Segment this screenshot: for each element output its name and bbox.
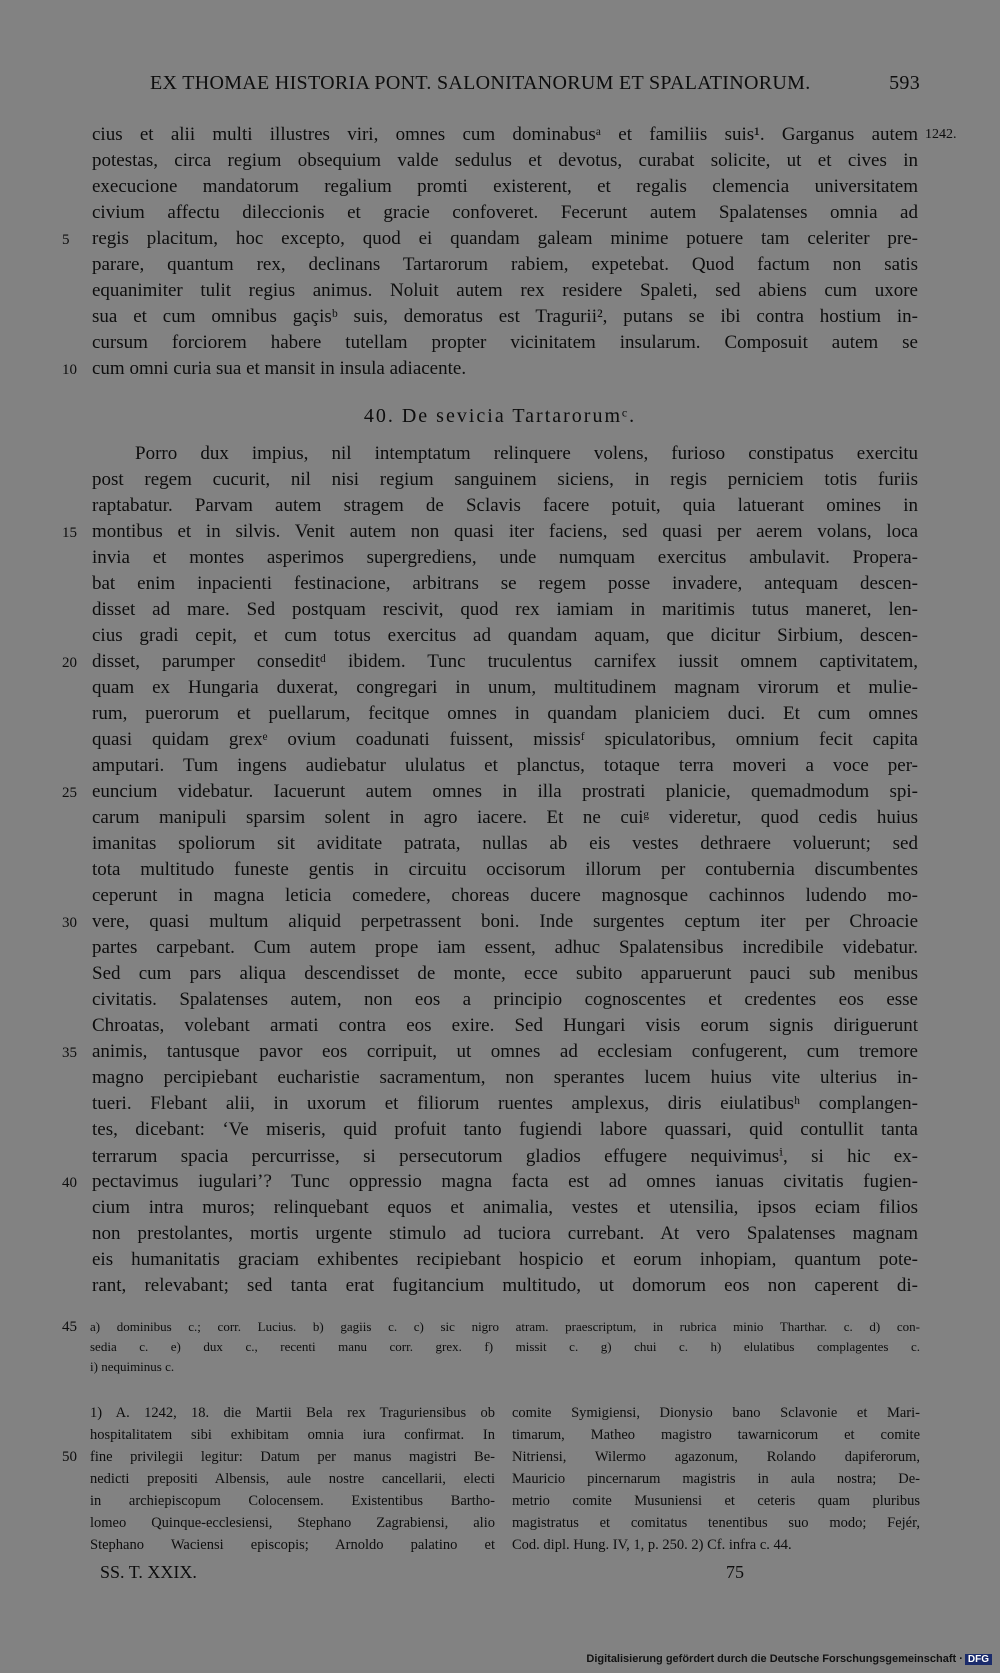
dfg-credit	[586, 1653, 992, 1665]
text-line: invia et montes asperimos supergrediens, unde numquam exercitus ambulavit. Propera-	[92, 547, 918, 568]
text-line: tes, dicebant: ‘Ve miseris, quid profuit tanto fugiendi labore quassari, quid contullit tanta	[92, 1119, 918, 1140]
text-line: post regem cucurit, nil nisi regium sanguinem siciens, in regis perniciem totis furiis	[92, 469, 918, 490]
footnote-line: hospitalitatem sibi exhibitam omnia iura confirmat. In	[90, 1427, 495, 1443]
text-line: tota multitudo funeste gentis in circuitu occisorum illorum per contubernia discumbentes	[92, 859, 918, 880]
footnote-line: fine privilegii legitur: Datum per manus magistri Be-	[90, 1449, 495, 1465]
text-line: equanimiter tulit regius animus. Noluit autem rex residere Spaleti, sed abiens cum uxore	[92, 280, 918, 301]
apparatus-line: sedia c. e) dux c., recenti manu corr. grex. f) missit c. g) chui c. h) elulatibus complagentes c.	[90, 1339, 920, 1354]
text-line: parare, quantum rex, declinans Tartarorum rabiem, expetebat. Quod factum non satis	[92, 254, 918, 275]
text-line: vere, quasi multum aliquid perpetrassent boni. Inde surgentes ceptum iter per Chroacie	[92, 911, 918, 932]
line-number: 30	[62, 915, 77, 931]
footnote-line: metrio comite Musuniensi et ceteris quam pluribus	[512, 1493, 920, 1509]
footnote-line: timarum, Matheo magistro tawarnicorum et comite	[512, 1427, 920, 1443]
text-line: execucione mandatorum regalium promti existerent, et regalis clemencia universitatem	[92, 176, 918, 197]
line-number: 25	[62, 785, 77, 801]
signature-mark: SS. T. XXIX.	[100, 1562, 197, 1582]
text-line: quasi quidam grexᵉ ovium coadunati fuissent, missisᶠ spiculatoribus, omnium fecit capita	[92, 729, 918, 750]
apparatus-line: a) dominibus c.; corr. Lucius. b) gagiis c. c) sic nigro atram. praescriptum, in rubrica minio Tharthar. c. d) con-	[90, 1319, 920, 1334]
footnote-line: comite Symigiensi, Dionysio bano Sclavonie et Mari-	[512, 1405, 920, 1421]
text-line: carum manipuli sparsim solent in agro iacere. Et ne cuiᵍ videretur, quod cedis huius	[92, 807, 918, 828]
text-line: tueri. Flebant alii, in uxorum et filiorum ruentes amplexus, diris eiulatibusʰ complangen-	[92, 1093, 918, 1114]
page-number: 593	[889, 72, 920, 94]
text-line: Chroatas, volebant armati contra eos exire. Sed Hungari visis eorum signis diriguerunt	[92, 1015, 918, 1036]
text-line: civium affectu dileccionis et gracie confoveret. Fecerunt autem Spalatenses omnia ad	[92, 202, 918, 223]
line-number: 5	[62, 232, 70, 248]
text-line: Sed cum pars aliqua descendisset de monte, ecce subito apparuerunt pauci sub menibus	[92, 963, 918, 984]
line-number: 15	[62, 525, 77, 541]
footnote-line: nedicti prepositi Albensis, aule nostre cancellarii, electi	[90, 1471, 495, 1487]
text-line: disset, parumper conseditᵈ ibidem. Tunc truculentus carnifex iussit omnem captivitatem,	[92, 651, 918, 672]
text-line: eis humanitatis graciam exhibentes recipiebant hospicio et eorum inhopiam, quantum pote-	[92, 1249, 918, 1270]
text-line: cursum forciorem habere tutellam propter vicinitatem insularum. Composuit autem se	[92, 332, 918, 353]
text-line: disset ad mare. Sed postquam rescivit, quod rex iamiam in maritimis tutus maneret, len-	[92, 599, 918, 620]
text-line: terrarum spacia percurrisse, si persecutorum gladios effugere nequivimusⁱ, si hic ex-	[92, 1146, 918, 1167]
line-number: 20	[62, 655, 77, 671]
text-line: potestas, circa regium obsequium valde sedulus et devotus, curabat solicite, ut et cives in	[92, 150, 918, 171]
text-line: cium intra muros; relinquebant equos et animalia, vestes et utensilia, ipsos eciam filios	[92, 1197, 918, 1218]
text-line: bat enim inpacienti festinacione, arbitrans se regem posse invadere, antequam descen-	[92, 573, 918, 594]
text-line: montibus et in silvis. Venit autem non quasi iter faciens, sed quasi per aerem volans, loca	[92, 521, 918, 542]
chapter-heading: 40. De sevicia Tartarorumᶜ.	[363, 405, 637, 427]
text-line: animis, tantusque pavor eos corripuit, ut omnes ad ecclesiam confugerent, cum tremore	[92, 1041, 918, 1062]
text-line: cius gradi cepit, et cum totus exercitus ad quandam aquam, que dicitur Sirbium, descen-	[92, 625, 918, 646]
line-number: 10	[62, 362, 77, 378]
line-number: 35	[62, 1045, 77, 1061]
text-line: rum, puerorum et puellarum, fecitque omnes in quandam planiciem duci. Et cum omnes	[92, 703, 918, 724]
dfg-logo: DFG	[965, 1654, 992, 1665]
text-line: cius et alii multi illustres viri, omnes cum dominabusᵃ et familiis suis¹. Garganus autem	[92, 124, 918, 145]
text-line: ceperunt in magna leticia comedere, choreas ducere magnosque cachinnos ludendo mo-	[92, 885, 918, 906]
footnote-line: in archiepiscopum Colocensem. Existentibus Bartho-	[90, 1493, 495, 1509]
footnote-line: Cod. dipl. Hung. IV, 1, p. 250. 2) Cf. infra c. 44.	[512, 1537, 792, 1553]
text-line: raptabatur. Parvam autem stragem de Sclavis facere potuit, quia latuerant omines in	[92, 495, 918, 516]
text-line: euncium videbatur. Iacuerunt autem omnes in illa prostrati planicie, quemadmodum spi-	[92, 781, 918, 802]
text-line: civitatis. Spalatenses autem, non eos a principio cognoscentes et credentes eos esse	[92, 989, 918, 1010]
sheet-number: 75	[726, 1562, 744, 1582]
text-line: sua et cum omnibus gaçisᵇ suis, demoratus est Tragurii², putans se ibi contra hostium in-	[92, 306, 918, 327]
footnote-line: lomeo Quinque-ecclesiensi, Stephano Zagrabiensi, alio	[90, 1515, 495, 1531]
text-line: quam ex Hungaria duxerat, congregari in unum, multitudinem magnam virorum et mulie-	[92, 677, 918, 698]
page-header	[150, 72, 920, 95]
text-line: partes carpebant. Cum autem prope iam essent, adhuc Spalatensibus incredibile videbatur.	[92, 937, 918, 958]
text-line: non prestolantes, mortis urgente stimulo ad tuciora currebant. At vero Spalatenses magnam	[92, 1223, 918, 1244]
footnote-line: magistratus et comitatus tenentibus suo modo; Fejér,	[512, 1515, 920, 1531]
text-line: magno percipiebant eucharistie sacramentum, non sperantes lucem huius vite ulterius in-	[92, 1067, 918, 1088]
margin-year: 1242.	[925, 127, 957, 142]
text-line: rant, relevabant; sed tanta erat fugitancium multitudo, ut domorum eos non caperent di-	[92, 1275, 918, 1296]
text-line: Porro dux impius, nil intemptatum relinquere volens, furioso constipatus exercitu	[135, 443, 918, 464]
text-line: regis placitum, hoc excepto, quod ei quandam galeam minime potuere tam celeriter pre-	[92, 228, 918, 249]
dfg-credit-text: Digitalisierung gefördert durch die Deutsche Forschungsgemeinschaft ·	[586, 1653, 963, 1665]
running-title: EX THOMAE HISTORIA PONT. SALONITANORUM ET SPALATINORUM.	[150, 72, 811, 94]
footnote-line: 1) A. 1242, 18. die Martii Bela rex Traguriensibus ob	[90, 1405, 495, 1421]
text-line: imanitas spoliorum sit aviditate patrata, nullas ab eis vestes dethraere voluerunt; sed	[92, 833, 918, 854]
footnote-line: Stephano Waciensi episcopis; Arnoldo palatino et	[90, 1537, 495, 1553]
line-number: 50	[62, 1449, 77, 1465]
footnote-line: Nitriensi, Wilermo agazonum, Rolando dapiferorum,	[512, 1449, 920, 1465]
text-line: amputari. Tum ingens audiebatur ululatus et planctus, totaque terra moveri a voce per-	[92, 755, 918, 776]
footnote-line: Mauricio pincernarum magistris in aula nostra; De-	[512, 1471, 920, 1487]
line-number: 40	[62, 1175, 77, 1191]
apparatus-line: i) nequiminus c.	[90, 1359, 175, 1374]
text-line: pectavimus iugulari’? Tunc oppressio magna facta est ad omnes ianuas civitatis fugien-	[92, 1171, 918, 1192]
text-line: cum omni curia sua et mansit in insula adiacente.	[92, 358, 467, 379]
line-number: 45	[62, 1319, 77, 1335]
